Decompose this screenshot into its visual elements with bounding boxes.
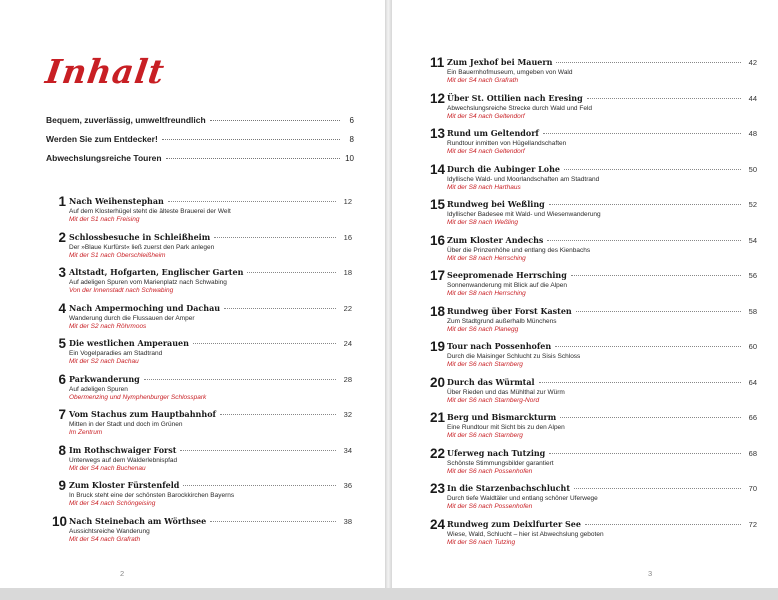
tour-route: Mit der S6 nach Starnberg bbox=[447, 361, 523, 368]
toc-entry[interactable] bbox=[52, 230, 352, 266]
tour-route: Mit der S4 nach Grafrath bbox=[447, 77, 519, 84]
tour-title: Zum Jexhof bei Mauern bbox=[447, 57, 553, 67]
tour-number: 9 bbox=[58, 478, 66, 493]
leader-dots bbox=[180, 450, 336, 451]
leader-dots bbox=[224, 308, 336, 309]
tour-route: Mit der S1 nach Freising bbox=[69, 216, 140, 223]
page-number-left: 2 bbox=[120, 569, 125, 578]
tour-page: 50 bbox=[748, 164, 757, 174]
toc-entry[interactable] bbox=[430, 268, 757, 304]
toc-entry[interactable] bbox=[52, 265, 352, 301]
intro-item[interactable] bbox=[46, 115, 354, 134]
tour-page: 28 bbox=[343, 374, 352, 384]
tour-title: Rundweg über Forst Kasten bbox=[447, 305, 572, 316]
page-number-right: 3 bbox=[648, 569, 653, 578]
tour-description: Idyllische Wald- und Moorlandschaften am Stadtrand bbox=[447, 175, 600, 183]
tour-page: 54 bbox=[748, 235, 757, 245]
toc-entry[interactable] bbox=[52, 372, 352, 408]
tour-description: Auf adeligen Spuren vom Marienplatz nach Schwabing bbox=[69, 279, 227, 286]
intro-item-label: Bequem, zuverlässig, umweltfreundlich bbox=[46, 115, 206, 125]
tour-description: Ein Bauernhofmuseum, umgeben von Wald bbox=[447, 69, 573, 76]
toc-entry[interactable] bbox=[52, 443, 352, 479]
leader-dots bbox=[564, 169, 741, 170]
tour-description: Der »Blaue Kurfürst« ließ zuerst den Park anlegen bbox=[69, 243, 215, 251]
toc-entry[interactable] bbox=[52, 194, 352, 230]
intro-item-page: 8 bbox=[349, 135, 354, 144]
tour-route: Mit der S2 nach Röhrmoos bbox=[69, 322, 147, 330]
leader-dots bbox=[574, 488, 741, 489]
intro-item[interactable] bbox=[46, 153, 354, 172]
tour-title: Rundweg bei Weßling bbox=[447, 199, 545, 209]
tour-description: Eine Rundtour mit Sicht bis zu den Alpen bbox=[447, 424, 565, 431]
tour-number: 22 bbox=[430, 445, 446, 461]
tour-number: 19 bbox=[430, 339, 446, 354]
leader-dots bbox=[539, 382, 741, 383]
tour-number: 12 bbox=[430, 90, 446, 106]
tour-page: 32 bbox=[343, 410, 352, 419]
tour-title: Nach Weihenstephan bbox=[69, 196, 164, 206]
tour-page: 68 bbox=[748, 448, 757, 458]
toc-entry[interactable] bbox=[430, 126, 757, 162]
tour-page: 70 bbox=[748, 484, 757, 493]
tour-page: 34 bbox=[343, 445, 352, 455]
tour-number: 7 bbox=[58, 407, 66, 422]
tour-page: 16 bbox=[343, 232, 352, 242]
leader-dots bbox=[214, 237, 336, 238]
tour-route: Mit der S4 nach Buchenau bbox=[69, 464, 146, 472]
tour-title: In die Starzenbachschlucht bbox=[447, 483, 571, 493]
tour-number: 17 bbox=[430, 268, 446, 283]
intro-item-page: 10 bbox=[345, 154, 354, 163]
tour-title: Durch die Aubinger Lohe bbox=[447, 163, 560, 174]
tour-description: Über Rieden und das Mühlthal zur Würm bbox=[447, 388, 565, 396]
toc-entry[interactable] bbox=[430, 339, 757, 375]
tour-description: Auf adeligen Spuren bbox=[69, 385, 128, 393]
tour-page: 44 bbox=[748, 93, 757, 103]
leader-dots bbox=[560, 417, 741, 418]
tour-route: Mit der S8 nach Weßling bbox=[447, 219, 519, 226]
tour-title: Über St. Ottilien nach Eresing bbox=[447, 92, 583, 103]
tour-list-right bbox=[430, 55, 757, 552]
tour-title: Schlossbesuche in Schleißheim bbox=[69, 231, 211, 242]
leader-dots bbox=[193, 343, 336, 344]
tour-route: Mit der S6 nach Starnberg bbox=[447, 432, 523, 439]
tour-page: 72 bbox=[748, 519, 757, 529]
toc-entry[interactable] bbox=[430, 197, 757, 233]
right-page bbox=[392, 0, 778, 588]
tour-page: 64 bbox=[748, 377, 757, 387]
tour-route: Mit der S6 nach Planegg bbox=[447, 325, 519, 333]
book-gutter bbox=[385, 0, 392, 588]
tour-page: 12 bbox=[343, 197, 352, 206]
leader-dots bbox=[555, 346, 741, 347]
intro-item[interactable] bbox=[46, 134, 354, 153]
tour-description: Mitten in der Stadt und doch im Grünen bbox=[69, 421, 183, 428]
tour-title: Durch das Würmtal bbox=[447, 376, 535, 387]
tour-title: Nach Steinebach am Wörthsee bbox=[69, 515, 207, 526]
tour-page: 18 bbox=[343, 268, 352, 277]
tour-page: 22 bbox=[343, 303, 352, 313]
leader-dots bbox=[210, 120, 340, 121]
tour-description: In Bruck steht eine der schönsten Barockkirchen Bayerns bbox=[69, 492, 235, 499]
tour-number: 8 bbox=[58, 442, 66, 458]
tour-description: Schönste Stimmungsbilder garantiert bbox=[447, 459, 554, 467]
intro-item-label: Abwechslungsreiche Touren bbox=[46, 153, 162, 163]
toc-entry[interactable] bbox=[52, 478, 352, 514]
tour-title: Im Rothschwaiger Forst bbox=[69, 444, 177, 455]
toc-entry[interactable] bbox=[52, 514, 352, 550]
tour-route: Mit der S8 nach Herrsching bbox=[447, 290, 526, 297]
toc-entry[interactable] bbox=[430, 517, 757, 553]
tour-number: 10 bbox=[52, 513, 68, 529]
leader-dots bbox=[571, 275, 741, 276]
tour-description: Wiese, Wald, Schlucht – hier ist Abwechslung geboten bbox=[447, 530, 604, 538]
leader-dots bbox=[183, 485, 336, 486]
tour-route: Mit der S6 nach Possenhofen bbox=[447, 503, 533, 510]
tour-page: 24 bbox=[343, 339, 352, 348]
toc-entry[interactable] bbox=[430, 481, 757, 517]
tour-title: Seepromenade Herrsching bbox=[447, 270, 567, 280]
tour-page: 66 bbox=[748, 413, 757, 422]
tour-description: Idyllischer Badesee mit Wald- und Wiesenwanderung bbox=[447, 211, 601, 218]
tour-route: Mit der S6 nach Tutzing bbox=[447, 538, 516, 546]
tour-title: Parkwanderung bbox=[69, 373, 140, 384]
tour-route: Von der Innenstadt nach Schwabing bbox=[69, 287, 174, 294]
toc-entry[interactable] bbox=[430, 233, 757, 269]
tour-number: 14 bbox=[430, 161, 446, 177]
leader-dots bbox=[585, 524, 741, 525]
toc-entry[interactable] bbox=[430, 446, 757, 482]
leader-dots bbox=[576, 311, 741, 312]
tour-title: Rundweg zum Deixlfurter See bbox=[447, 518, 581, 529]
tour-description: Unterwegs auf dem Walderlebnispfad bbox=[69, 456, 178, 464]
tour-description: Aussichtsreiche Wanderung bbox=[69, 527, 150, 535]
tour-number: 24 bbox=[430, 516, 446, 532]
tour-description: Abwechslungsreiche Strecke durch Wald und Feld bbox=[447, 104, 592, 112]
tour-description: Wanderung durch die Flussauen der Amper bbox=[69, 314, 195, 322]
tour-description: Durch tiefe Waldtäler und entlang schöner Uferwege bbox=[447, 495, 598, 502]
tour-page: 42 bbox=[748, 58, 757, 67]
left-page bbox=[0, 0, 385, 588]
tour-route: Mit der S6 nach Possenhofen bbox=[447, 467, 533, 475]
tour-description: Durch die Maisinger Schlucht zu Sisis Schloss bbox=[447, 353, 581, 360]
toc-entry[interactable] bbox=[52, 407, 352, 443]
tour-list-left bbox=[52, 194, 352, 549]
leader-dots bbox=[587, 98, 741, 99]
tour-title: Tour nach Possenhofen bbox=[447, 341, 552, 351]
tour-number: 16 bbox=[430, 232, 446, 248]
page-title: Inhalt bbox=[43, 52, 168, 91]
leader-dots bbox=[144, 379, 336, 380]
tour-description: Rundtour inmitten von Hügellandschaften bbox=[447, 140, 567, 147]
toc-entry[interactable] bbox=[430, 304, 757, 340]
tour-title: Uferweg nach Tutzing bbox=[447, 447, 546, 458]
tour-route: Mit der S8 nach Herrsching bbox=[447, 254, 526, 262]
tour-number: 20 bbox=[430, 374, 446, 390]
tour-title: Altstadt, Hofgarten, Englischer Garten bbox=[69, 267, 244, 277]
leader-dots bbox=[168, 201, 336, 202]
tour-route: Mit der S8 nach Harthaus bbox=[447, 183, 521, 191]
tour-page: 38 bbox=[343, 516, 352, 526]
toc-entry[interactable] bbox=[52, 336, 352, 372]
intro-list bbox=[46, 115, 354, 172]
leader-dots bbox=[547, 240, 741, 241]
leader-dots bbox=[549, 204, 741, 205]
tour-title: Vom Stachus zum Hauptbahnhof bbox=[69, 409, 216, 419]
tour-number: 11 bbox=[430, 55, 445, 70]
tour-number: 4 bbox=[58, 300, 66, 316]
tour-route: Mit der S1 nach Oberschleißheim bbox=[69, 251, 166, 259]
leader-dots bbox=[247, 272, 336, 273]
toc-entry[interactable] bbox=[430, 91, 757, 127]
tour-description: Auf dem Klosterhügel steht die älteste Brauerei der Welt bbox=[69, 208, 231, 215]
toc-entry[interactable] bbox=[430, 375, 757, 411]
tour-title: Rund um Geltendorf bbox=[447, 128, 539, 138]
tour-page: 52 bbox=[748, 200, 757, 209]
tour-number: 1 bbox=[58, 194, 66, 209]
tour-title: Nach Ampermoching und Dachau bbox=[69, 302, 221, 313]
tour-page: 60 bbox=[748, 342, 757, 351]
leader-dots bbox=[162, 139, 340, 140]
leader-dots bbox=[220, 414, 336, 415]
tour-route: Mit der S4 nach Geltendorf bbox=[447, 148, 525, 155]
tour-route: Mit der S2 nach Dachau bbox=[69, 358, 139, 365]
tour-route: Mit der S6 nach Starnberg-Nord bbox=[447, 396, 540, 404]
tour-number: 13 bbox=[430, 126, 446, 141]
tour-title: Zum Kloster Fürstenfeld bbox=[69, 480, 180, 490]
leader-dots bbox=[210, 521, 336, 522]
toc-entry[interactable] bbox=[52, 301, 352, 337]
tour-route: Mit der S4 nach Grafrath bbox=[69, 535, 141, 543]
tour-route: Obermenzing und Nymphenburger Schlosspark bbox=[69, 393, 207, 401]
toc-entry[interactable] bbox=[430, 55, 757, 91]
tour-route: Mit der S4 nach Geltendorf bbox=[447, 112, 525, 120]
intro-item-page: 6 bbox=[349, 116, 354, 125]
tour-page: 58 bbox=[748, 306, 757, 316]
bottom-margin bbox=[0, 588, 778, 600]
leader-dots bbox=[556, 62, 741, 63]
tour-title: Berg und Bismarckturm bbox=[447, 412, 557, 422]
tour-number: 15 bbox=[430, 197, 446, 212]
tour-number: 18 bbox=[430, 303, 446, 319]
tour-title: Zum Kloster Andechs bbox=[447, 234, 544, 245]
tour-page: 36 bbox=[343, 481, 352, 490]
leader-dots bbox=[543, 133, 741, 134]
tour-description: Ein Vogelparadies am Stadtrand bbox=[69, 350, 163, 357]
tour-number: 6 bbox=[58, 371, 66, 387]
tour-number: 2 bbox=[58, 229, 66, 245]
toc-entry[interactable] bbox=[430, 162, 757, 198]
tour-description: Sonnenwanderung mit Blick auf die Alpen bbox=[447, 282, 567, 289]
tour-description: Über die Prinzenhöhe und entlang des Kienbachs bbox=[447, 246, 591, 254]
intro-item-label: Werden Sie zum Entdecker! bbox=[46, 134, 158, 144]
tour-title: Die westlichen Amperauen bbox=[69, 338, 189, 348]
tour-number: 5 bbox=[58, 336, 66, 351]
tour-number: 3 bbox=[58, 265, 66, 280]
tour-description: Zum Stadtgrund außerhalb Münchens bbox=[447, 317, 557, 325]
tour-page: 56 bbox=[748, 271, 757, 280]
leader-dots bbox=[166, 158, 340, 159]
tour-route: Mit der S4 nach Schöngeising bbox=[69, 500, 156, 507]
tour-page: 48 bbox=[748, 129, 757, 138]
leader-dots bbox=[549, 453, 741, 454]
tour-number: 21 bbox=[430, 410, 446, 425]
tour-number: 23 bbox=[430, 481, 446, 496]
toc-entry[interactable] bbox=[430, 410, 757, 446]
tour-route: Im Zentrum bbox=[69, 429, 103, 436]
